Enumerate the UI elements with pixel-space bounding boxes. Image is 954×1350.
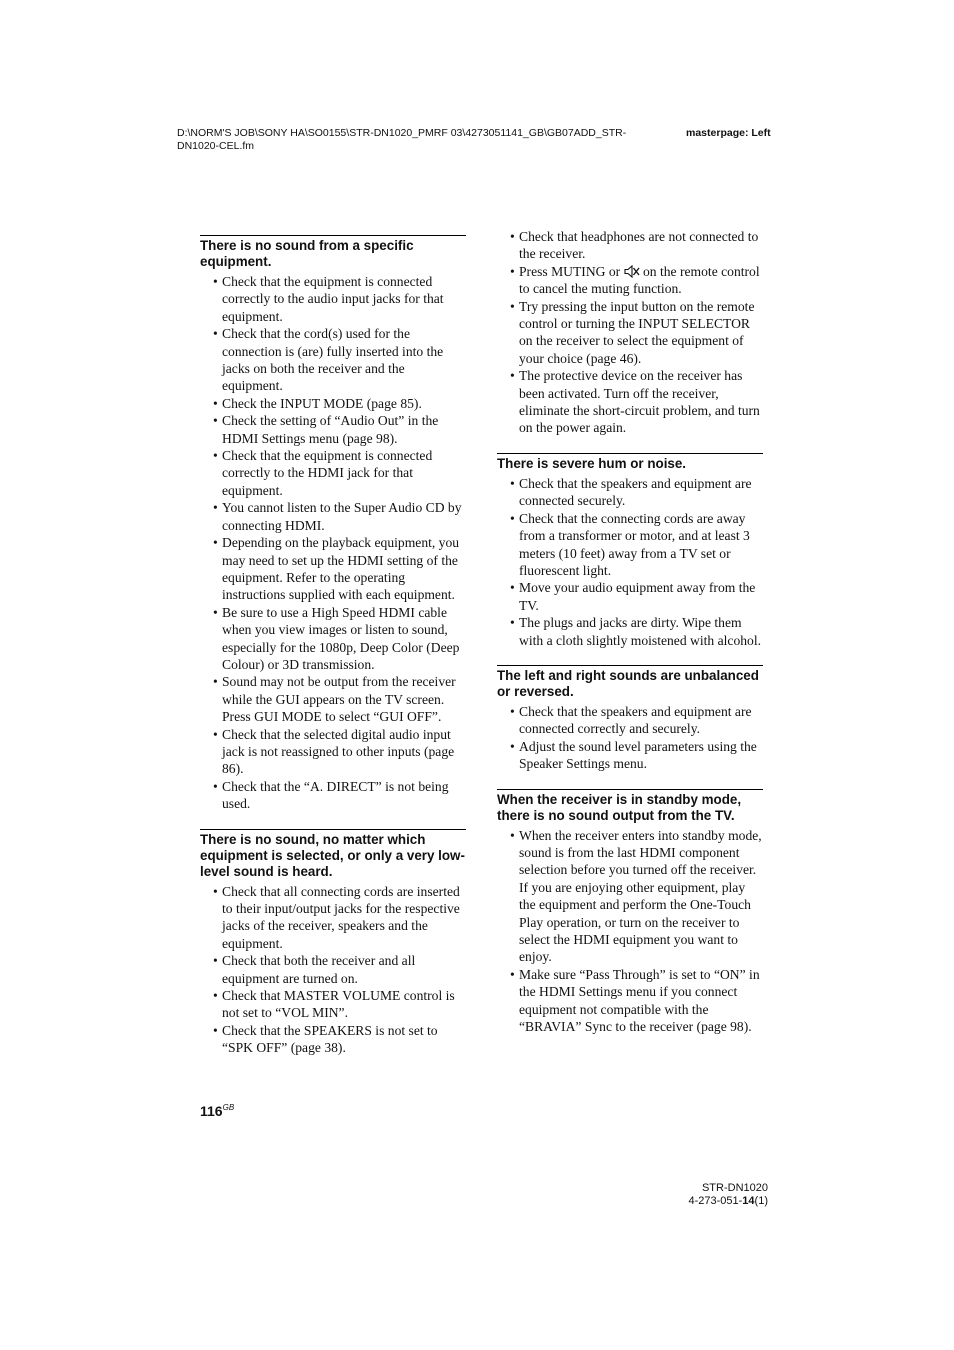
list-item: • Be sure to use a High Speed HDMI cable when you view images or listen to sound, especially for the 1080p, Deep Color (Deep Colour) or 3D transmission. — [200, 604, 466, 674]
section-continued — [497, 228, 763, 437]
list-item: • Check that the connecting cords are away from a transformer or motor, and at least 3 meters (10 feet) away from a TV set or fluorescent light. — [497, 510, 763, 580]
list-item: • Move your audio equipment away from the TV. — [497, 579, 763, 614]
list-item: • Check that the “A. DIRECT” is not being used. — [200, 778, 466, 813]
left-column — [200, 228, 466, 1073]
section-title: When the receiver is in standby mode, there is no sound output from the TV. — [497, 791, 742, 823]
section-hum-noise — [497, 453, 763, 649]
bullet-list — [497, 228, 763, 437]
list-item: • When the receiver enters into standby mode, sound is from the last HDMI component selection before you turned off the receiver. If you are enjoying other equipment, play the equipment and perform the One-Touch Play operation, or turn on the receiver to select the HDMI equipment you want to enjoy. — [497, 827, 763, 966]
section-unbalanced-sound — [497, 665, 763, 773]
section-title: There is no sound, no matter which equipment is selected, or only a very low-level sound is heard. — [200, 831, 465, 879]
model-name: STR-DN1020 — [701, 1182, 768, 1194]
bullet-list — [200, 273, 466, 813]
masterpage-label: masterpage: Left — [686, 127, 771, 139]
list-item: • The protective device on the receiver has been activated. Turn off the receiver, eliminate the short-circuit problem, and turn on the power again. — [497, 367, 763, 437]
section-title: The left and right sounds are unbalanced or reversed. — [497, 667, 759, 699]
model-footer — [688, 1182, 768, 1207]
list-item: • The plugs and jacks are dirty. Wipe them with a cloth slightly moistened with alcohol. — [497, 614, 763, 649]
right-column — [497, 228, 763, 1051]
list-item: • Make sure “Pass Through” is set to “ON” in the HDMI Settings menu if you connect equipment not compatible with the “BRAVIA” Sync to the receiver (page 98). — [497, 966, 763, 1036]
list-item: • Check that all connecting cords are inserted to their input/output jacks for the respective jacks of the receiver, speakers and the equipment. — [200, 883, 466, 953]
bullet-list — [497, 703, 763, 773]
speaker-mute-icon — [624, 265, 640, 278]
section-title: There is severe hum or noise. — [497, 455, 687, 471]
page-number-suffix: GB — [222, 1103, 235, 1112]
model-code — [688, 1195, 768, 1208]
list-item: • Check that MASTER VOLUME control is not set to “VOL MIN”. — [200, 987, 466, 1022]
bullet-list — [497, 475, 763, 649]
section-no-sound-specific-equipment — [200, 235, 466, 813]
file-path-line-2: DN1020-CEL.fm — [177, 139, 255, 152]
list-item: • Depending on the playback equipment, you may need to set up the HDMI setting of the equipment. Refer to the operating instructions supplied with each equipment. — [200, 534, 466, 604]
list-item: • Sound may not be output from the receiver while the GUI appears on the TV screen. Press GUI MODE to select “GUI OFF”. — [200, 673, 466, 725]
list-item: • Check that the equipment is connected correctly to the HDMI jack for that equipment. — [200, 447, 466, 499]
list-item: • Check that the selected digital audio input jack is not reassigned to other inputs (page 86). — [200, 726, 466, 778]
list-item: • Check the INPUT MODE (page 85). — [200, 395, 466, 412]
bullet-list — [200, 883, 466, 1057]
section-standby-no-tv-sound — [497, 789, 763, 1036]
list-item: • Check that the cord(s) used for the connection is (are) fully inserted into the jacks on both the receiver and the equipment. — [200, 325, 466, 395]
section-title: There is no sound from a specific equipment. — [200, 238, 414, 269]
section-no-sound-any-equipment — [200, 829, 466, 1057]
file-path-line-1: D:\NORM'S JOB\SONY HA\SO0155\STR-DN1020_PMRF 03\4273051141_GB\GB07ADD_STR- — [177, 127, 627, 139]
page-number — [200, 1103, 234, 1119]
list-item: • Check that the speakers and equipment are connected correctly and securely. — [497, 703, 763, 738]
list-item: • Check that both the receiver and all equipment are turned on. — [200, 952, 466, 987]
list-item: • You cannot listen to the Super Audio CD by connecting HDMI. — [200, 499, 466, 534]
list-item: • Check that headphones are not connected to the receiver. — [497, 228, 763, 263]
list-item: • Check the setting of “Audio Out” in the HDMI Settings menu (page 98). — [200, 412, 466, 447]
list-item: • Check that the equipment is connected correctly to the audio input jacks for that equipment. — [200, 273, 466, 325]
page-number-value: 116 — [200, 1103, 223, 1119]
list-item-text: Press MUTING or — [519, 263, 624, 279]
list-item-text: on the remote control to cancel the muting function. — [519, 263, 760, 297]
model-code-prefix: 4-273-051- — [688, 1194, 743, 1207]
model-code-bold: 14 — [742, 1194, 755, 1207]
list-item-muting — [497, 263, 763, 298]
list-item: • Adjust the sound level parameters using the Speaker Settings menu. — [497, 738, 763, 773]
bullet-list — [497, 827, 763, 1036]
model-code-suffix: (1) — [754, 1194, 768, 1207]
list-item: • Check that the speakers and equipment are connected securely. — [497, 475, 763, 510]
list-item: • Check that the SPEAKERS is not set to “SPK OFF” (page 38). — [200, 1022, 466, 1057]
list-item: • Try pressing the input button on the remote control or turning the INPUT SELECTOR on the receiver to select the equipment of your choice (page 46). — [497, 298, 763, 368]
file-path-header — [177, 127, 667, 152]
